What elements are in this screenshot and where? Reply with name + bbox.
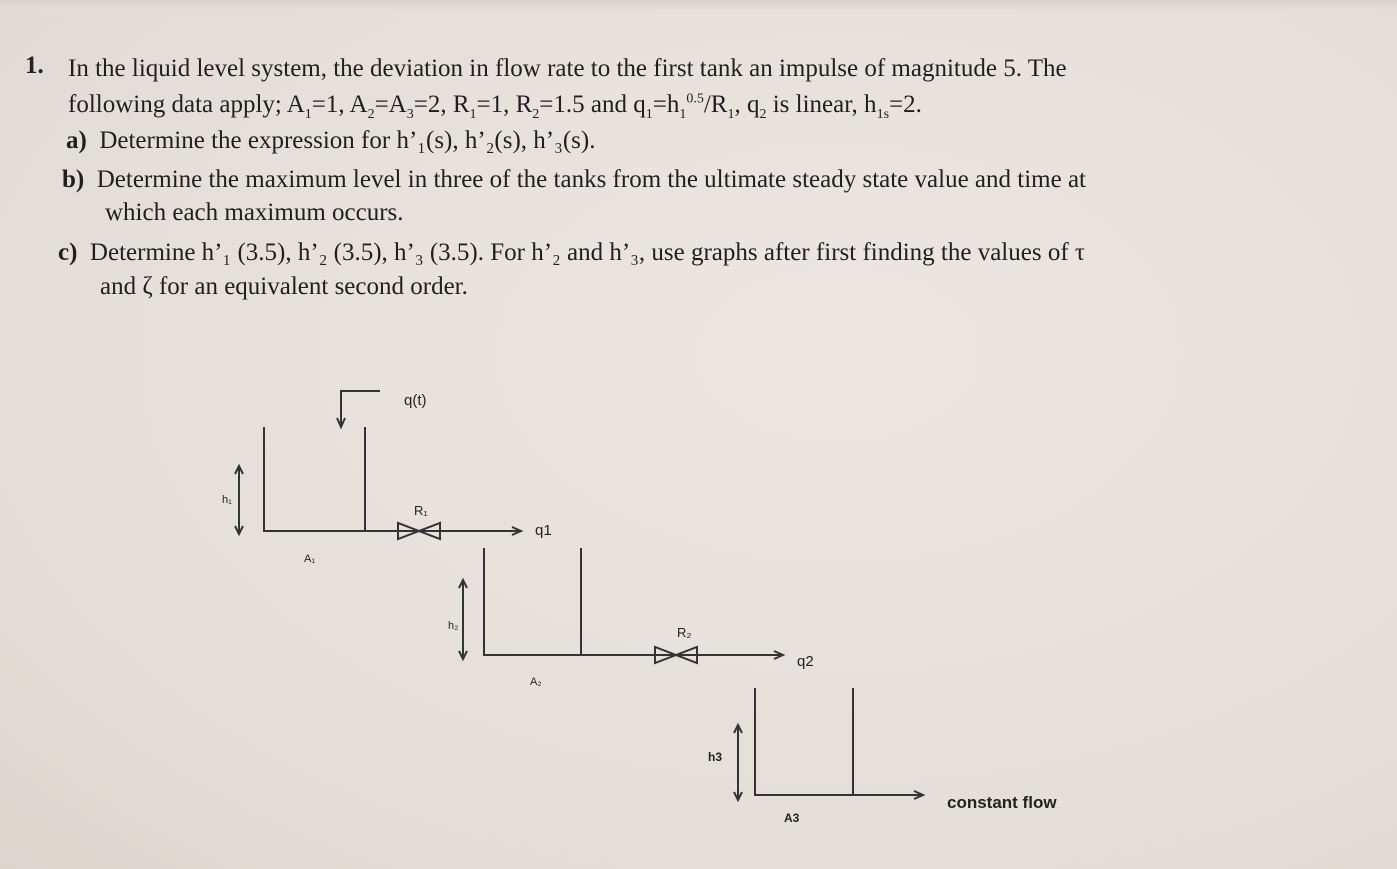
part-c-label: c)	[58, 239, 78, 266]
a3-label: A3	[784, 811, 800, 825]
a2-label: A₂	[530, 676, 542, 688]
h3-label: h3	[708, 750, 723, 764]
h2-label: h₂	[448, 620, 459, 632]
inflow-label: q(t)	[404, 392, 427, 409]
question-line-1: In the liquid level system, the deviation in flow rate to the first tank an impulse of magnitude 5. The	[68, 55, 1067, 82]
part-c-line-2: and ζ for an equivalent second order.	[100, 273, 468, 300]
tank-1	[264, 427, 365, 531]
part-a-label: a)	[66, 127, 87, 154]
h1-label: h₁	[222, 494, 232, 506]
tank-2	[484, 548, 581, 655]
part-c-text-1: Determine h’₁ (3.5), h’₂ (3.5), h’₃ (3.5). For h’₂ and h’₃, use graphs after first finding the values of τ	[89, 239, 1085, 266]
a1-label: A₁	[304, 553, 316, 565]
question-line-2: following data apply; $A_1=1$, $A_2=A_3=2$, $R_1=1$, $R_2=1.5$ and $q_1=h_1^{0.5}/R_1$, $q_2$ is linear, $h_{1s}=2$.	[68, 91, 922, 122]
outflow-label: constant flow	[947, 793, 1057, 812]
question-number: 1.	[25, 52, 44, 79]
part-a-text: Determine the expression for h’₁(s), h’₂(s), h’₃(s).	[99, 127, 596, 154]
part-b-label: b)	[62, 166, 85, 193]
part-b-text-1: Determine the maximum level in three of the tanks from the ultimate steady state value and time at	[96, 166, 1086, 193]
part-b-line-2: which each maximum occurs.	[105, 199, 404, 226]
r1-label: R₁	[414, 503, 428, 518]
inflow-pipe	[341, 391, 380, 425]
tank-3	[755, 688, 853, 795]
q1-label: q1	[535, 522, 552, 539]
r2-label: R₂	[677, 625, 692, 640]
q2-label: q2	[797, 653, 814, 670]
